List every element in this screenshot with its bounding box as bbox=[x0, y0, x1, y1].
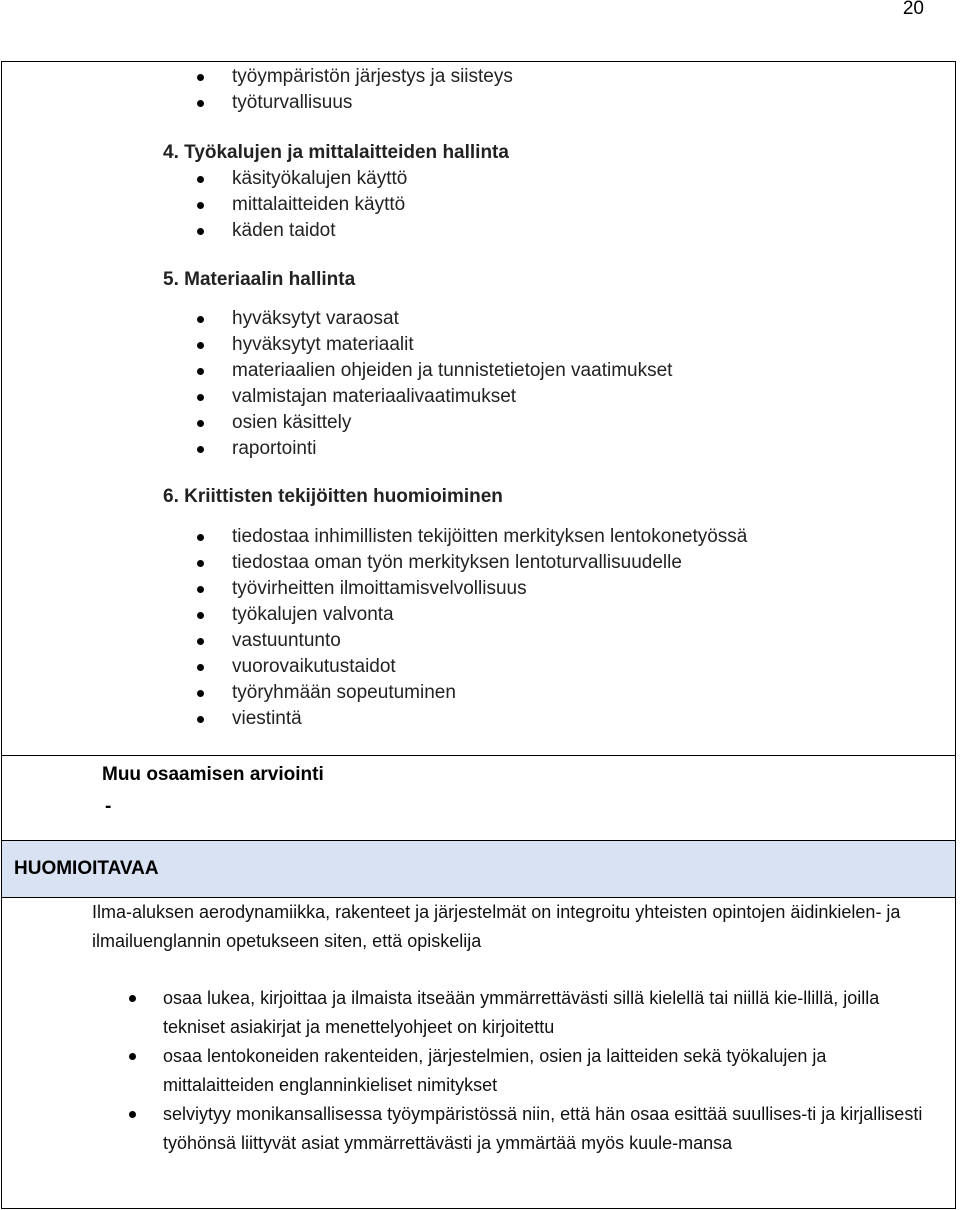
bullet-icon bbox=[129, 995, 136, 1002]
notes-body bbox=[2, 898, 955, 1208]
list-item: osaa lentokoneiden rakenteiden, järjestelmien, osien ja laitteiden sekä työkalujen ja mittalaitteiden englanninkieliset nimitykset bbox=[163, 1042, 938, 1100]
bullet-icon bbox=[197, 664, 204, 671]
list-item: osaa lukea, kirjoittaa ja ilmaista itseään ymmärrettävästi sillä kielellä tai niillä kie-llillä, joilla tekniset asiakirjat ja menettelyohjeet on kirjoitettu bbox=[163, 984, 938, 1042]
list-item: työturvallisuus bbox=[232, 90, 513, 116]
section-6-title: 6. Kriittisten tekijöitten huomioiminen bbox=[163, 486, 503, 507]
bullet-icon bbox=[197, 228, 204, 235]
bullet-icon bbox=[197, 202, 204, 209]
content-frame bbox=[1, 61, 956, 1209]
bullet-icon bbox=[197, 638, 204, 645]
list-item: työvirheitten ilmoittamisvelvollisuus bbox=[232, 576, 747, 602]
list-item: hyväksytyt materiaalit bbox=[232, 332, 672, 358]
bullet-icon bbox=[197, 716, 204, 723]
bullet-icon bbox=[197, 534, 204, 541]
notes-intro: Ilma-aluksen aerodynamiikka, rakenteet ja järjestelmät on integroitu yhteisten opintojen äidinkielen- ja ilmailuenglannin opetukseen siten, että opiskelija bbox=[92, 902, 901, 951]
notes-list bbox=[163, 984, 938, 1158]
list-item: työkalujen valvonta bbox=[232, 602, 747, 628]
bullet-icon bbox=[197, 176, 204, 183]
list-item: mittalaitteiden käyttö bbox=[232, 192, 407, 218]
list-a bbox=[232, 64, 513, 116]
list-item: raportointi bbox=[232, 436, 672, 462]
other-assessment-title: Muu osaamisen arviointi bbox=[102, 764, 324, 785]
bullet-icon bbox=[197, 368, 204, 375]
list-item: vuorovaikutustaidot bbox=[232, 654, 747, 680]
bullet-icon bbox=[197, 74, 204, 81]
bullet-icon bbox=[197, 420, 204, 427]
bullet-icon bbox=[197, 342, 204, 349]
page-number: 20 bbox=[902, 0, 924, 19]
bullet-icon bbox=[197, 446, 204, 453]
list-item: materiaalien ohjeiden ja tunnistetietojen vaatimukset bbox=[232, 358, 672, 384]
bullet-icon bbox=[197, 690, 204, 697]
bullet-icon bbox=[197, 100, 204, 107]
competence-sections bbox=[2, 62, 955, 756]
other-assessment-value: - bbox=[105, 796, 112, 817]
list-item: viestintä bbox=[232, 706, 747, 732]
list-item: tiedostaa oman työn merkityksen lentoturvallisuudelle bbox=[232, 550, 747, 576]
list-item: tiedostaa inhimillisten tekijöitten merkityksen lentokonetyössä bbox=[232, 524, 747, 550]
bullet-icon bbox=[197, 612, 204, 619]
list-item: työympäristön järjestys ja siisteys bbox=[232, 64, 513, 90]
notes-title: HUOMIOITAVAA bbox=[14, 858, 159, 879]
section-5-list bbox=[232, 306, 672, 462]
list-item: vastuuntunto bbox=[232, 628, 747, 654]
section-5-title: 5. Materiaalin hallinta bbox=[163, 269, 356, 290]
list-item: selviytyy monikansallisessa työympäristössä niin, että hän osaa esittää suullises-ti ja kirjallisesti työhönsä liittyvät asiat ymmärrettävästi ja ymmärtää myös kuule-mansa bbox=[163, 1100, 938, 1158]
section-4-title: 4. Työkalujen ja mittalaitteiden hallinta bbox=[163, 142, 509, 163]
list-item: osien käsittely bbox=[232, 410, 672, 436]
bullet-icon bbox=[197, 316, 204, 323]
bullet-icon bbox=[129, 1053, 136, 1060]
list-item: valmistajan materiaalivaatimukset bbox=[232, 384, 672, 410]
list-item: käden taidot bbox=[232, 218, 407, 244]
bullet-icon bbox=[197, 560, 204, 567]
list-item: hyväksytyt varaosat bbox=[232, 306, 672, 332]
list-item: käsityökalujen käyttö bbox=[232, 166, 407, 192]
list-item: työryhmään sopeutuminen bbox=[232, 680, 747, 706]
section-4-list bbox=[232, 166, 407, 244]
other-assessment-section bbox=[2, 756, 955, 841]
bullet-icon bbox=[197, 586, 204, 593]
notes-header bbox=[2, 841, 955, 898]
bullet-icon bbox=[197, 394, 204, 401]
section-6-list bbox=[232, 524, 747, 732]
bullet-icon bbox=[129, 1111, 136, 1118]
